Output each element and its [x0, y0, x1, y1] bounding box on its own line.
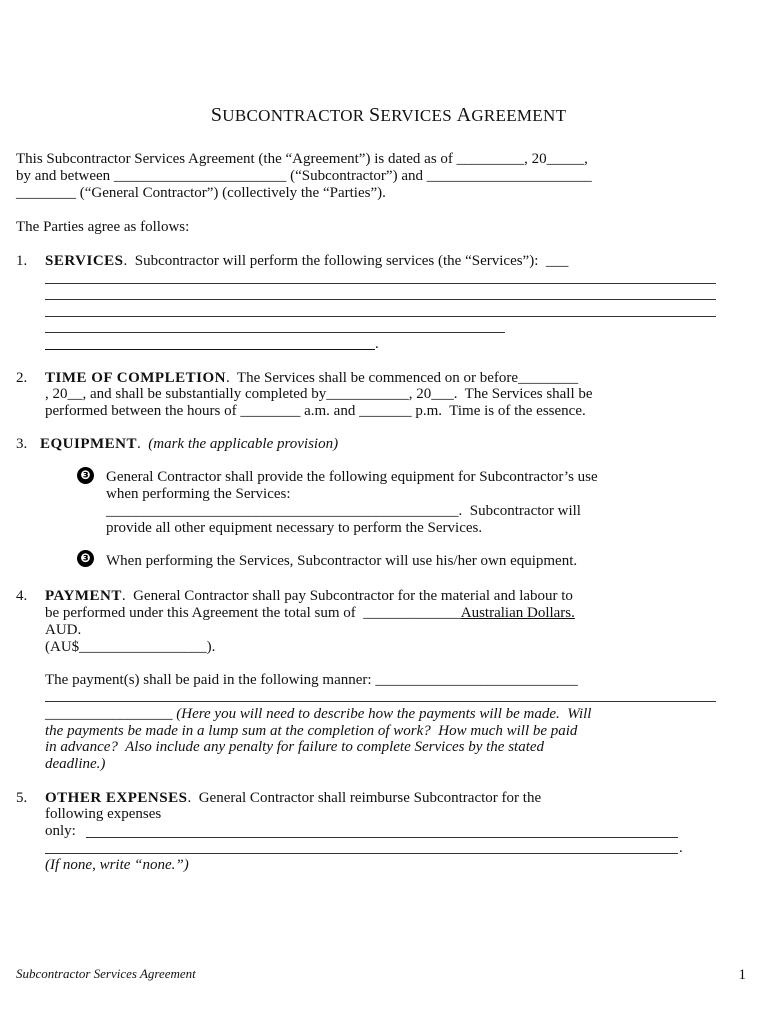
section-1-text: SERVICES. Subcontractor will perform the following services (the “Services”): ___ [45, 253, 569, 269]
footer-document-name: Subcontractor Services Agreement [16, 966, 196, 981]
section-2-line-2: , 20__, and shall be substantially completed by___________, 20___. The Services shall be [45, 386, 593, 402]
section-4-number: 4. [16, 588, 28, 604]
intro-line-1: This Subcontractor Services Agreement (the “Agreement”) is dated as of _________, 20_____, [16, 151, 588, 167]
section-2-heading: TIME OF COMPLETION [45, 370, 226, 386]
services-blank-line-3[interactable] [45, 316, 716, 317]
section-4-line-3: AUD. [45, 622, 82, 638]
payment-desc-line-3: in advance? Also include any penalty for failure to complete Services by the stated [45, 739, 545, 755]
section-5-line-1: OTHER EXPENSES. General Contractor shall reimburse Subcontractor for the [45, 790, 542, 806]
document-title: SUBCONTRACTOR SERVICES AGREEMENT [210, 104, 567, 126]
payment-desc-line-2: the payments be made in a lump sum at the completion of work? How much will be paid [45, 723, 578, 739]
services-blank-line-5[interactable] [45, 349, 375, 350]
section-1-number: 1. [16, 253, 28, 269]
payment-manner-blank-line[interactable] [45, 701, 716, 702]
equipment-option-1-marker[interactable]: ❸ [77, 467, 94, 484]
section-4-heading: PAYMENT [45, 588, 122, 604]
services-blank-line-1[interactable] [45, 283, 716, 284]
section-4-line-4: (AU$_________________). [45, 639, 216, 655]
page-number: 1 [738, 967, 746, 983]
expenses-end-period: . [679, 840, 683, 856]
equipment-option-1-line-3: _______________________________________________. Subcontractor will [106, 503, 581, 519]
payment-desc-line-1: _________________ (Here you will need to describe how the payments will be made. Will [45, 706, 592, 722]
section-4-line-2: be performed under this Agreement the total sum of _____________Australian Dollars. [45, 605, 575, 621]
currency-label: Australian Dollars. [460, 605, 575, 621]
equipment-option-2-marker[interactable]: ❸ [77, 550, 94, 567]
section-5-heading: OTHER EXPENSES [45, 790, 188, 806]
intro-line-3: ________ (“General Contractor”) (collectively the “Parties”). [16, 185, 386, 201]
equipment-option-1-line-1: General Contractor shall provide the following equipment for Subcontractor’s use [106, 469, 598, 485]
expenses-blank-line-2[interactable] [45, 853, 678, 854]
section-5-number: 5. [16, 790, 28, 806]
section-2-line-1: TIME OF COMPLETION. The Services shall be commenced on or before________ [45, 370, 579, 386]
services-end-period: . [375, 336, 379, 352]
equipment-option-2-line-1: When performing the Services, Subcontractor will use his/her own equipment. [106, 553, 578, 569]
section-1-heading: SERVICES [45, 253, 124, 269]
section-5-line-3: only: [45, 823, 76, 839]
intro-line-2: by and between _______________________ (“Subcontractor”) and ______________________ [16, 168, 592, 184]
payment-desc-line-4: deadline.) [45, 756, 106, 772]
section-3-line: EQUIPMENT. (mark the applicable provision) [40, 436, 339, 452]
services-blank-line-4[interactable] [45, 332, 505, 333]
parties-agree-text: The Parties agree as follows: [16, 219, 190, 235]
services-blank-line-2[interactable] [45, 299, 716, 300]
section-2-number: 2. [16, 370, 28, 386]
section-3-heading: EQUIPMENT [40, 436, 138, 452]
equipment-option-1-line-4: provide all other equipment necessary to perform the Services. [106, 520, 483, 536]
section-5-line-2: following expenses [45, 806, 162, 822]
payment-manner-line: The payment(s) shall be paid in the following manner: ___________________________ [45, 672, 578, 688]
section-3-note: (mark the applicable provision) [148, 436, 339, 452]
expenses-blank-line-1[interactable] [86, 837, 678, 838]
section-4-line-1: PAYMENT. General Contractor shall pay Subcontractor for the material and labour to [45, 588, 573, 604]
section-3-number: 3. [16, 436, 28, 452]
section-2-line-3: performed between the hours of ________ a.m. and _______ p.m. Time is of the essence. [45, 403, 586, 419]
expenses-note: (If none, write “none.”) [45, 857, 189, 873]
equipment-option-1-line-2: when performing the Services: [106, 486, 291, 502]
